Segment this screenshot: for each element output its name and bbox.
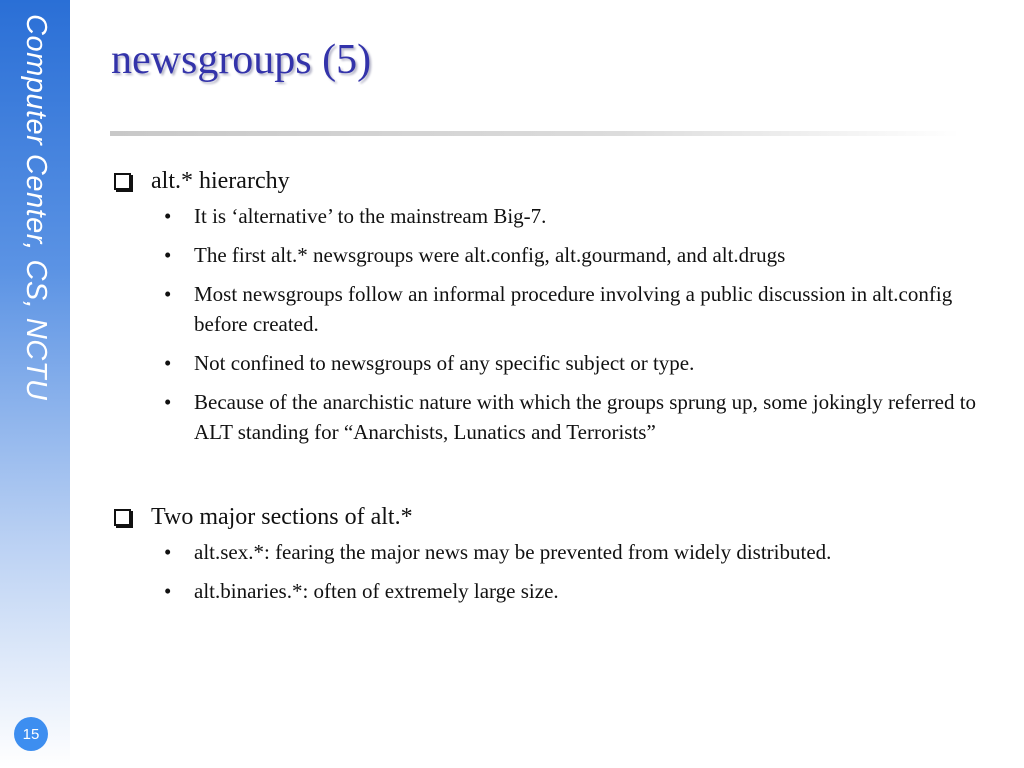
bullet-dot-icon: • <box>164 282 172 306</box>
list-item-text: Not confined to newsgroups of any specific subject or type. <box>194 351 695 375</box>
title-divider <box>110 131 960 136</box>
checkbox-icon <box>114 173 131 190</box>
section-heading-text: alt.* hierarchy <box>151 168 290 194</box>
section-heading <box>112 499 992 535</box>
list-item <box>112 240 992 270</box>
bullet-dot-icon: • <box>164 351 172 375</box>
section-heading <box>112 163 992 199</box>
list-item-text: The first alt.* newsgroups were alt.config, alt.gourmand, and alt.drugs <box>194 243 786 267</box>
list-item-text: Most newsgroups follow an informal procedure involving a public discussion in alt.config before created. <box>194 282 953 336</box>
list-item <box>112 576 992 606</box>
side-band <box>0 0 70 768</box>
checkbox-icon <box>114 509 131 526</box>
slide-content <box>112 163 992 658</box>
list-item <box>112 537 992 567</box>
list-item-text: alt.sex.*: fearing the major news may be prevented from widely distributed. <box>194 540 832 564</box>
bullet-dot-icon: • <box>164 204 172 228</box>
bullet-list <box>112 201 992 447</box>
list-item <box>112 279 992 339</box>
list-item-text: alt.binaries.*: often of extremely large size. <box>194 579 559 603</box>
slide-title: newsgroups (5) <box>111 37 372 83</box>
bullet-dot-icon: • <box>164 540 172 564</box>
list-item <box>112 387 992 447</box>
bullet-list <box>112 537 992 606</box>
list-item <box>112 348 992 378</box>
sidebar-title: Computer Center, CS, NCTU <box>20 14 52 401</box>
bullet-dot-icon: • <box>164 243 172 267</box>
section-major-sections <box>112 499 992 606</box>
list-item <box>112 201 992 231</box>
section-alt-hierarchy <box>112 163 992 447</box>
list-item-text: Because of the anarchistic nature with which the groups sprung up, some jokingly referred to ALT standing for “Anarchists, Lunatics and Terrorists” <box>194 390 977 444</box>
list-item-text: It is ‘alternative’ to the mainstream Big-7. <box>194 204 547 228</box>
bullet-dot-icon: • <box>164 579 172 603</box>
bullet-dot-icon: • <box>164 390 172 414</box>
slide-number-badge: 15 <box>14 717 48 751</box>
section-heading-text: Two major sections of alt.* <box>151 504 413 530</box>
